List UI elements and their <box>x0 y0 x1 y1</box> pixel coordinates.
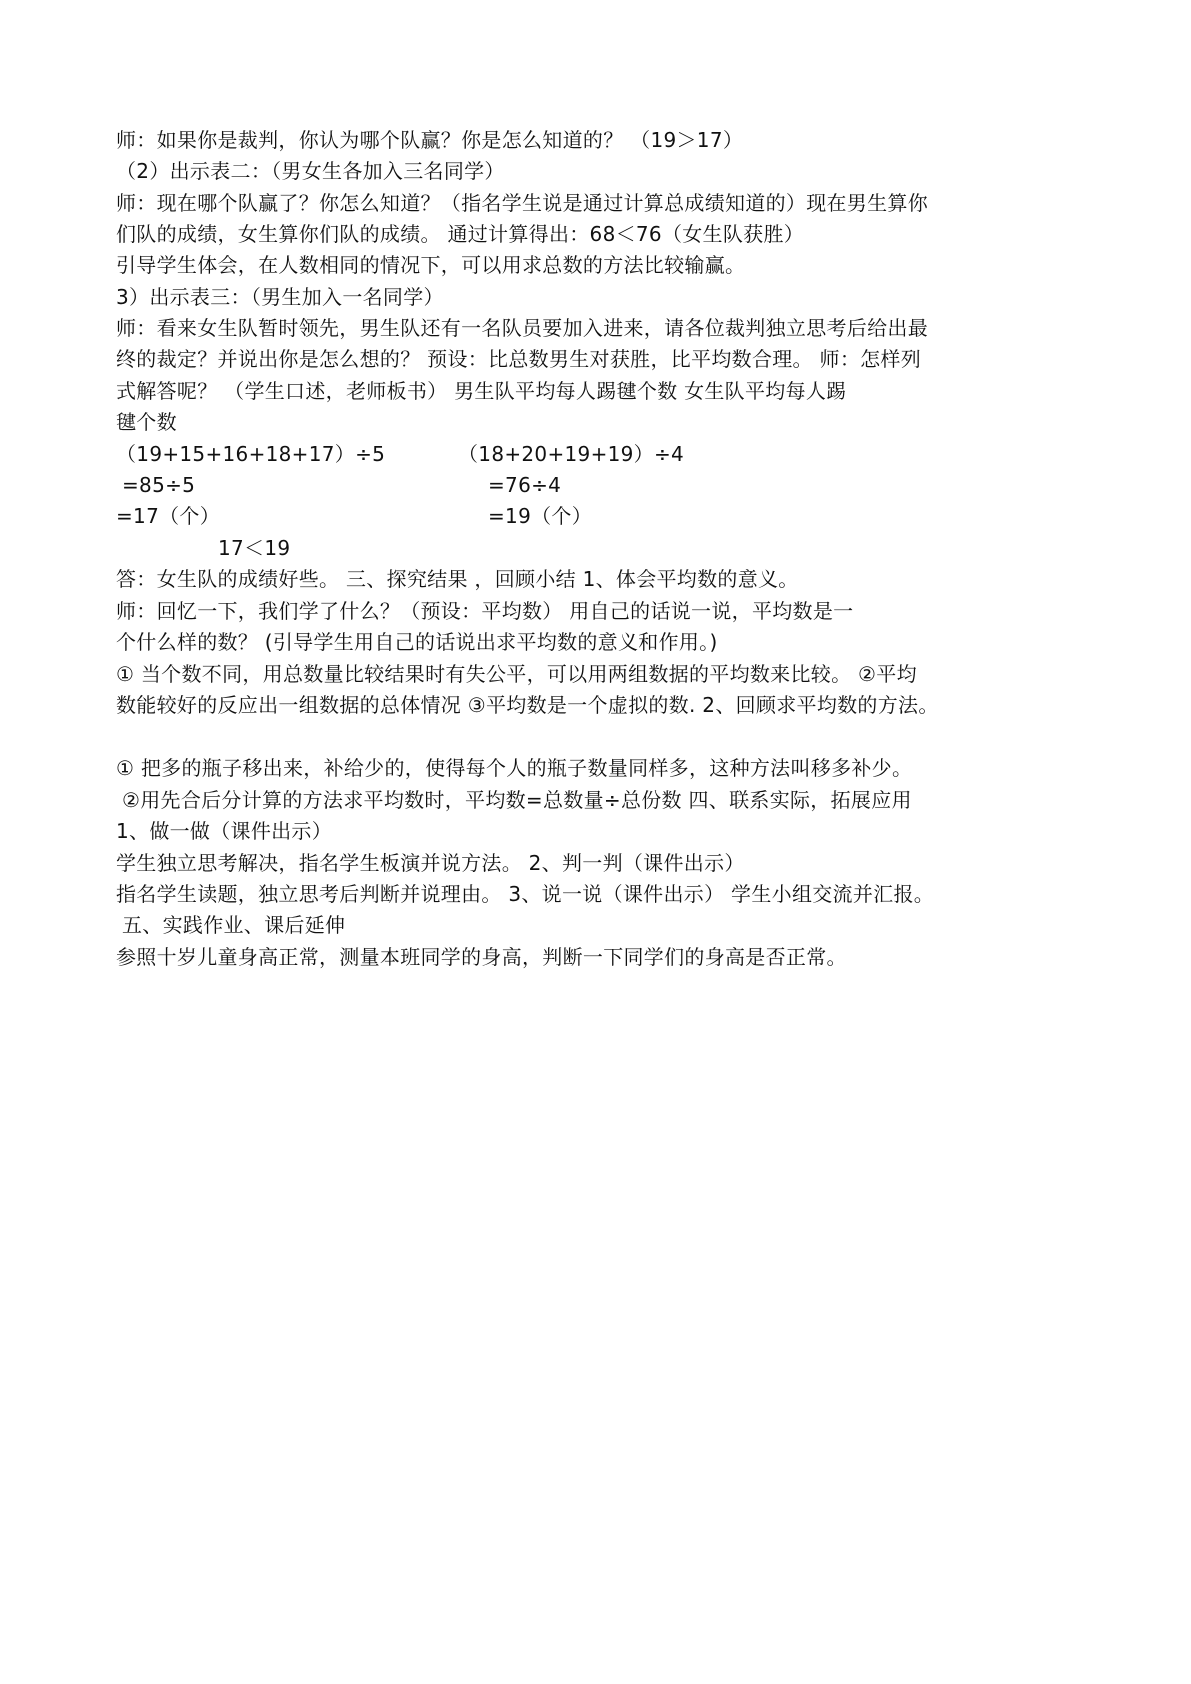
text-line: 答：女生队的成绩好些。 三、探究结果 ，回顾小结 1、体会平均数的意义。 <box>116 567 799 591</box>
formula-girls-result: =19（个） <box>488 504 593 528</box>
text-line: 师：看来女生队暂时领先，男生队还有一名队员要加入进来，请各位裁判独立思考后给出最 <box>116 316 928 340</box>
text-line: 参照十岁儿童身高正常，测量本班同学的身高，判断一下同学们的身高是否正常。 <box>116 945 847 969</box>
formula-boys-step1: （19+15+16+18+17）÷5 <box>116 442 386 466</box>
section-heading: 五、实践作业、课后延伸 <box>122 913 346 937</box>
text-line: 学生独立思考解决，指名学生板演并说方法。 2、判一判（课件出示） <box>116 851 745 875</box>
text-line: ②用先合后分计算的方法求平均数时，平均数=总数量÷总份数 四、联系实际，拓展应用 <box>122 788 912 812</box>
text-line: 式解答呢？ （学生口述，老师板书） 男生队平均每人踢毽个数 女生队平均每人踢 <box>116 379 847 403</box>
text-line: 数能较好的反应出一组数据的总体情况 ③平均数是一个虚拟的数. 2、回顾求平均数的方法。 <box>116 693 939 717</box>
text-line: 3）出示表三：（男生加入一名同学） <box>116 285 444 309</box>
text-line: 个什么样的数？ (引导学生用自己的话说出求平均数的意义和作用。) <box>116 630 718 654</box>
text-line: （2）出示表二：（男女生各加入三名同学） <box>116 159 505 183</box>
formula-boys-result: =17（个） <box>116 504 221 528</box>
text-line: 引导学生体会，在人数相同的情况下，可以用求总数的方法比较输赢。 <box>116 253 746 277</box>
text-line: ① 把多的瓶子移出来，补给少的，使得每个人的瓶子数量同样多，这种方法叫移多补少。 <box>116 756 913 780</box>
text-line: 1、做一做（课件出示） <box>116 819 333 843</box>
text-line: 师：现在哪个队赢了？你怎么知道？（指名学生说是通过计算总成绩知道的）现在男生算你 <box>116 191 928 215</box>
text-line: 毽个数 <box>116 410 177 434</box>
formula-comparison: 17＜19 <box>218 536 291 560</box>
text-line: 指名学生读题，独立思考后判断并说理由。 3、说一说（课件出示） 学生小组交流并汇报。 <box>116 882 935 906</box>
text-line: 师：回忆一下，我们学了什么？（预设：平均数） 用自己的话说一说，平均数是一 <box>116 599 854 623</box>
text-line: 们队的成绩，女生算你们队的成绩。 通过计算得出：68＜76（女生队获胜） <box>116 222 805 246</box>
formula-boys-step2: =85÷5 <box>122 473 196 497</box>
text-line: 终的裁定？并说出你是怎么想的？ 预设：比总数男生对获胜，比平均数合理。 师：怎样列 <box>116 347 922 371</box>
formula-girls-step1: （18+20+19+19）÷4 <box>458 442 685 466</box>
text-line: 师：如果你是裁判，你认为哪个队赢？你是怎么知道的？ （19＞17） <box>116 128 744 152</box>
formula-girls-step2: =76÷4 <box>488 473 562 497</box>
text-line: ① 当个数不同，用总数量比较结果时有失公平，可以用两组数据的平均数来比较。 ②平均 <box>116 662 917 686</box>
